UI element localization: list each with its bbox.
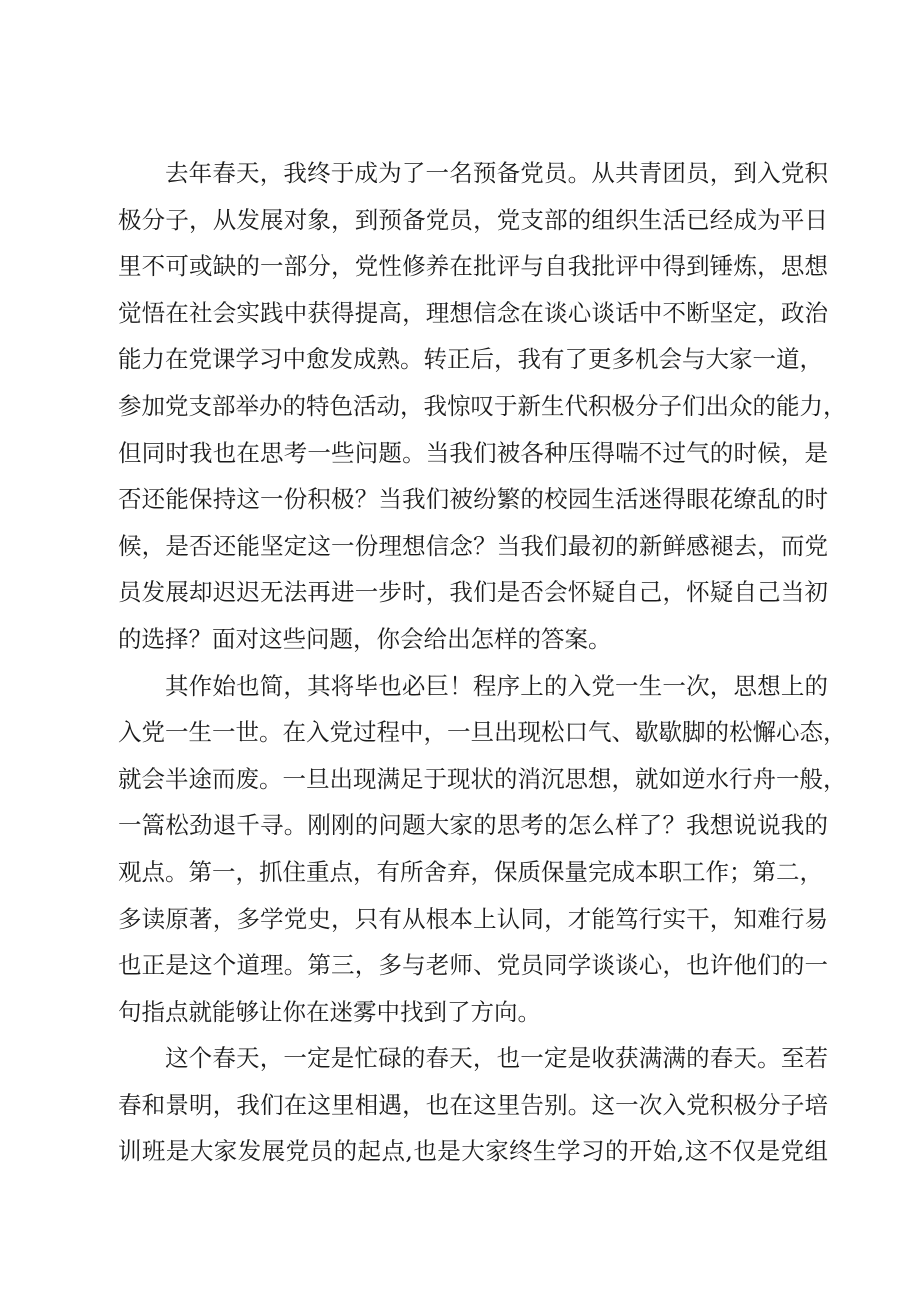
text-line: 就会半途而废。一旦出现满足于现状的消沉思想，就如逆水行舟一般， [118,764,847,793]
text-line: 春和景明，我们在这里相遇，也在这里告别。这一次入党积极分子培 [118,1090,828,1119]
paragraph-1 [118,150,847,663]
text-line: 的选择？面对这些问题，你会给出怎样的答案。 [118,624,612,653]
text-line: 观点。第一，抓住重点，有所舍弃，保质保量完成本职工作；第二， [118,857,823,886]
text-line: 候，是否还能坚定这一份理想信念？当我们最初的新鲜感褪去，而党 [118,531,828,560]
text-line: 否还能保持这一份积极？当我们被纷繁的校园生活迷得眼花缭乱的时 [118,485,828,514]
text-line: 去年春天，我终于成为了一名预备党员。从共青团员，到入党积 [165,159,828,187]
text-line: 句指点就能够让你在迷雾中找到了方向。 [118,997,541,1026]
text-line: 能力在党课学习中愈发成熟。转正后，我有了更多机会与大家一道， [118,345,823,374]
text-line: 入党一生一世。在入党过程中，一旦出现松口气、歇歇脚的松懈心态， [118,718,847,747]
paragraph-3 [118,1035,828,1175]
text-line: 极分子，从发展对象，到预备党员，党支部的组织生活已经成为平日 [118,205,828,234]
text-line: 觉悟在社会实践中获得提高，理想信念在谈心谈话中不断坚定，政治 [118,298,828,327]
text-line: 其作始也简，其将毕也必巨！程序上的入党一生一次，思想上的 [165,671,828,700]
paragraph-2 [118,663,847,1036]
text-line: 训班是大家发展党员的起点,也是大家终生学习的开始,这不仅是党组 [118,1137,828,1166]
text-line: 一篙松劲退千寻。刚刚的问题大家的思考的怎么样了？我想说说我的 [118,811,828,840]
text-line: 里不可或缺的一部分，党性修养在批评与自我批评中得到锤炼，思想 [118,252,828,281]
text-line: 但同时我也在思考一些问题。当我们被各种压得喘不过气的时候，是 [118,438,828,467]
text-line: 也正是这个道理。第三，多与老师、党员同学谈谈心，也许他们的一 [118,951,828,980]
text-line: 员发展却迟迟无法再进一步时，我们是否会怀疑自己，怀疑自己当初 [118,578,828,607]
text-line: 多读原著，多学党史，只有从根本上认同，才能笃行实干，知难行易 [118,904,828,933]
text-line: 参加党支部举办的特色活动，我惊叹于新生代积极分子们出众的能力， [118,391,847,420]
document-body [118,150,847,1175]
text-line: 这个春天，一定是忙碌的春天，也一定是收获满满的春天。至若 [165,1044,828,1073]
